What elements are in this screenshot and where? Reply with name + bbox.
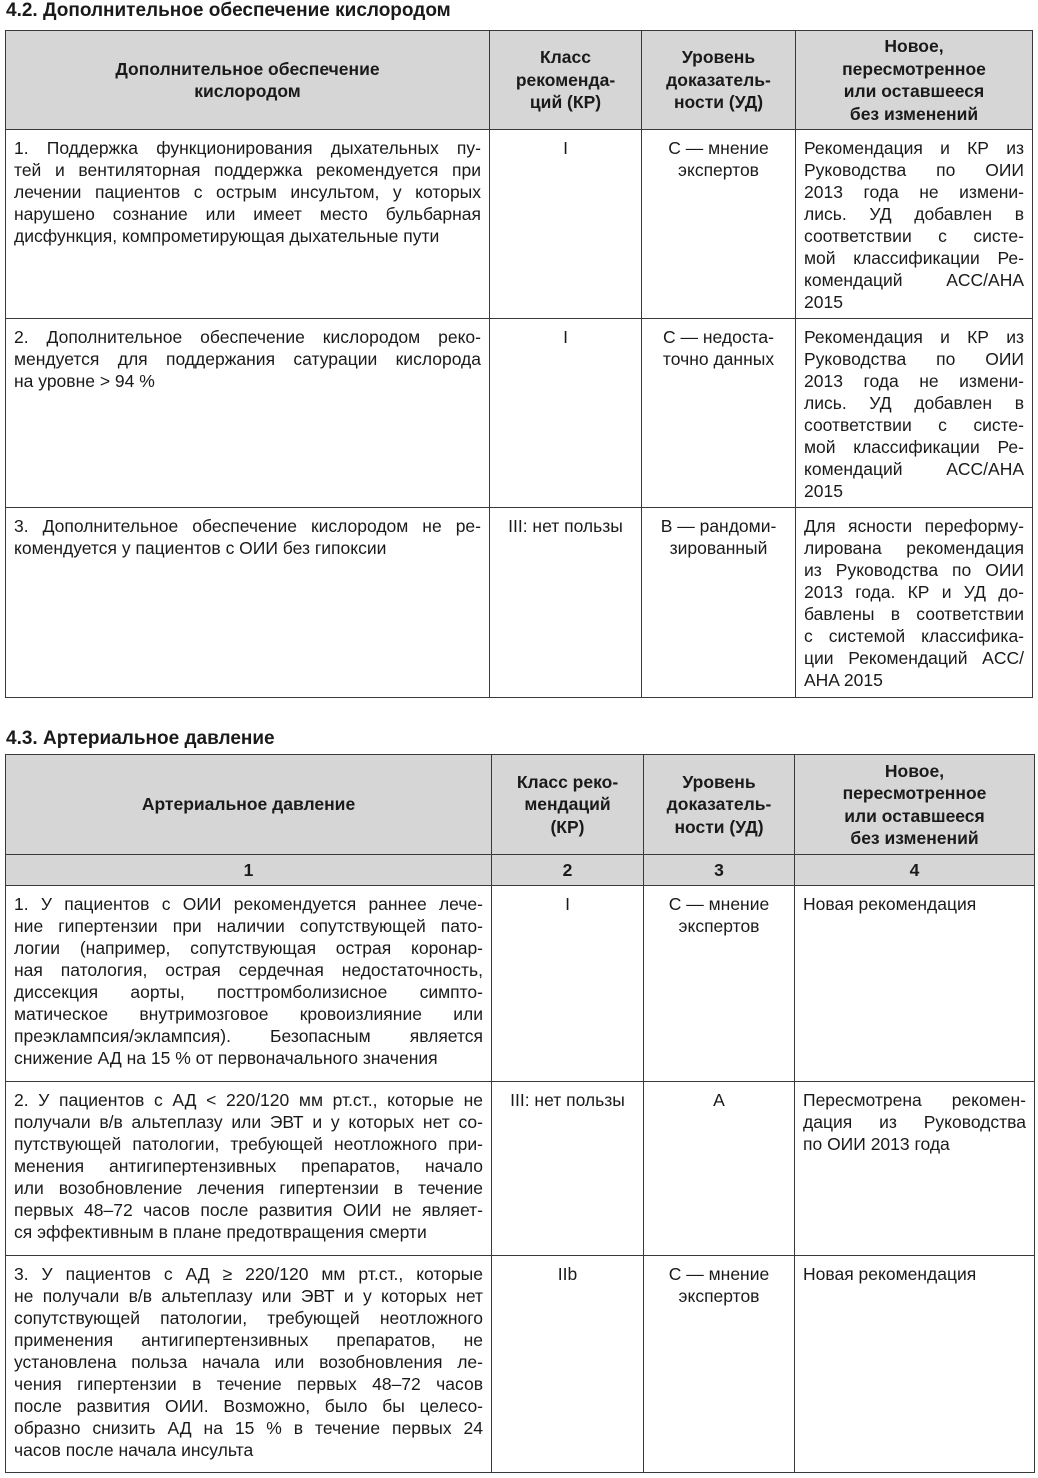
recommendation-text-line: преэклампсия/эклампсия). Безопасным является <box>14 1026 483 1046</box>
recommendation-status-line: AHA 2015 <box>804 670 883 690</box>
recommendation-text-line: тей и вентиляторная поддержка рекомендуется при <box>14 160 481 180</box>
recommendation-status-cell <box>796 508 1033 698</box>
recommendation-class-cell <box>492 886 644 1082</box>
header-line: доказатель- <box>666 69 771 90</box>
header-line: пересмотренное <box>842 783 987 803</box>
header-line: кислородом <box>194 81 301 101</box>
recommendation-status-line: соответствии с систе- <box>804 226 1024 246</box>
recommendation-class-cell <box>490 130 642 319</box>
recommendation-status-line: 2015 <box>804 292 843 312</box>
recommendation-text-line: лечении пациентов с острым инсультом, у которых <box>14 182 481 202</box>
recommendation-text-line: на уровне > 94 % <box>14 371 155 391</box>
recommendation-status-line: 2013 года не измени- <box>804 182 1024 202</box>
recommendation-status-line: Рекомендация и КР из <box>804 138 1024 158</box>
recommendation-text-line: 2. У пациентов с АД < 220/120 мм рт.ст., которые не <box>14 1090 483 1110</box>
header-line: или оставшееся <box>844 805 985 826</box>
header-line: без изменений <box>850 828 979 848</box>
table-row <box>6 319 1033 508</box>
recommendation-status-line: Для ясности переформу- <box>804 516 1024 536</box>
recommendation-text-cell <box>6 319 490 508</box>
recommendation-text-line: 2. Дополнительное обеспечение кислородом реко- <box>14 327 481 347</box>
table-header-row <box>6 755 1035 855</box>
header-cell-oxygen <box>6 31 490 130</box>
recommendation-status-line: мой классификации Ре- <box>804 248 1024 268</box>
recommendation-status-line: комендаций ACC/AHA <box>804 459 1024 479</box>
evidence-level-line: точно данных <box>662 349 775 369</box>
evidence-level-line: C — мнение <box>668 138 769 158</box>
recommendation-status-line: лись. УД добавлен в <box>804 204 1024 224</box>
recommendation-text-line: 1. У пациентов с ОИИ рекомендуется раннее лече- <box>14 894 483 914</box>
recommendation-text-line: менения антигипертензивных препаратов, начало <box>14 1156 483 1176</box>
recommendation-text-line: комендуется у пациентов с ОИИ без гипоксии <box>14 538 387 558</box>
recommendation-status-line: лирована рекомендация <box>804 538 1024 558</box>
recommendation-text-cell <box>6 1082 492 1256</box>
recommendation-text-line: применения антигипертензивных препаратов, не <box>14 1330 483 1350</box>
evidence-level-line: экспертов <box>678 160 759 180</box>
evidence-level-line: зированный <box>669 538 768 558</box>
evidence-level-line: A <box>713 1090 725 1110</box>
recommendation-text-cell <box>6 130 490 319</box>
recommendation-status-line: соответствии с систе- <box>804 415 1024 435</box>
table-row <box>6 1082 1035 1256</box>
recommendation-text-line: снижение АД на 15 % от первоначального значения <box>14 1048 438 1068</box>
column-number: 1 <box>6 855 492 886</box>
header-line: Уровень <box>681 47 756 68</box>
header-line: Дополнительное обеспечение <box>115 58 380 79</box>
oxygen-table <box>5 30 1033 698</box>
evidence-level-line: C — мнение <box>668 894 770 914</box>
header-line: ности (УД) <box>674 816 764 837</box>
header-line: мендаций <box>524 794 611 815</box>
evidence-level-line: экспертов <box>678 1286 760 1306</box>
recommendation-status-cell <box>796 319 1033 508</box>
evidence-level-cell <box>644 1256 795 1473</box>
recommendation-class-line: III: нет пользы <box>510 1090 625 1110</box>
evidence-level-cell <box>642 130 796 319</box>
table-header-row <box>6 31 1033 130</box>
recommendation-class-cell <box>490 319 642 508</box>
recommendation-text-line: ная патология, острая сердечная недостаточность, <box>14 960 483 980</box>
recommendation-status-line: комендаций ACC/AHA <box>804 270 1024 290</box>
recommendation-class-cell <box>490 508 642 698</box>
header-line: рекоменда- <box>515 69 616 90</box>
evidence-level-line: C — мнение <box>668 1264 770 1284</box>
recommendation-status-cell <box>795 886 1035 1082</box>
recommendation-text-line: не получали в/в альтеплазу или ЭВТ и у которых нет <box>14 1286 483 1306</box>
blood-pressure-table <box>5 754 1035 1473</box>
recommendation-status-line: 2013 года не измени- <box>804 371 1024 391</box>
recommendation-text-line: матическое внутримозговое кровоизлияние или <box>14 1004 483 1024</box>
recommendation-status-line: Рекомендация и КР из <box>804 327 1024 347</box>
recommendation-text-line: ние гипертензии при наличии сопутствующей пато- <box>14 916 483 936</box>
recommendation-text-line: 3. Дополнительное обеспечение кислородом не ре- <box>14 516 481 536</box>
recommendation-text-line: часов после начала инсульта <box>14 1440 254 1460</box>
recommendation-text-line: дисфункция, компрометирующая дыхательные пути <box>14 226 440 246</box>
header-line: или оставшееся <box>843 81 985 101</box>
header-cell-status <box>795 755 1035 855</box>
header-line: ности (УД) <box>673 92 764 113</box>
recommendation-class-line: IIb <box>557 1264 578 1284</box>
header-cell-level <box>642 31 796 130</box>
section-title-oxygen: 4.2. Дополнительное обеспечение кислородом <box>6 0 451 21</box>
recommendation-status-line: ции Рекомендаций ACC/ <box>804 648 1024 668</box>
recommendation-text-line: ся эффективным в плане предотвращения смерти <box>14 1222 427 1242</box>
recommendation-status-cell <box>796 130 1033 319</box>
table-row <box>6 508 1033 698</box>
recommendation-status-line: 2015 <box>804 481 843 501</box>
header-line: Класс реко- <box>516 771 619 792</box>
recommendation-class-line: I <box>563 327 568 347</box>
recommendation-status-line: Пересмотрена рекомен- <box>803 1090 1026 1110</box>
recommendation-text-line: получали в/в альтеплазу или ЭВТ и у которых нет со- <box>14 1112 483 1132</box>
header-line: Артериальное давление <box>141 794 356 815</box>
recommendation-text-line: 1. Поддержка функционирования дыхательных пу- <box>14 138 481 158</box>
recommendation-status-line: бавлены в соответствии <box>804 604 1024 624</box>
recommendation-status-line: Руководства по ОИИ <box>804 160 1024 180</box>
evidence-level-cell <box>644 1082 795 1256</box>
header-cell-class <box>490 31 642 130</box>
recommendation-text-line: после развития ОИИ. Возможно, было бы целесо- <box>14 1396 483 1416</box>
recommendation-text-line: или возобновление лечения гипертензии в течение <box>14 1178 483 1198</box>
header-line: доказатель- <box>666 794 772 815</box>
recommendation-text-line: первых 48–72 часов после развития ОИИ не являет- <box>14 1200 483 1220</box>
column-number-row <box>6 855 1035 886</box>
header-cell-blood-pressure <box>6 755 492 855</box>
evidence-level-line: B — рандоми- <box>660 516 777 536</box>
header-line: (КР) <box>550 816 585 837</box>
evidence-level-cell <box>642 319 796 508</box>
recommendation-status-line: Новая рекомендация <box>803 1264 977 1284</box>
recommendation-text-line: 3. У пациентов с АД ≥ 220/120 мм рт.ст., которые <box>14 1264 483 1284</box>
recommendation-status-line: с системой классифика- <box>804 626 1024 646</box>
header-line: Новое, <box>884 760 945 781</box>
table-row <box>6 130 1033 319</box>
recommendation-text-line: нарушено сознание или имеет место бульбарная <box>14 204 481 224</box>
header-line: Новое, <box>884 36 944 56</box>
recommendation-status-cell <box>795 1082 1035 1256</box>
header-cell-class <box>492 755 644 855</box>
header-cell-level <box>644 755 795 855</box>
evidence-level-line: экспертов <box>678 916 760 936</box>
header-line: ций (КР) <box>529 92 602 113</box>
section-title-blood-pressure: 4.3. Артериальное давление <box>6 728 275 749</box>
recommendation-status-line: мой классификации Ре- <box>804 437 1024 457</box>
table-row <box>6 1256 1035 1473</box>
recommendation-status-line: по ОИИ 2013 года <box>803 1134 950 1154</box>
recommendation-status-line: 2013 года. КР и УД до- <box>804 582 1024 602</box>
recommendation-class-line: I <box>563 138 568 158</box>
evidence-level-line: C — недоста- <box>663 327 774 347</box>
header-cell-status <box>796 31 1033 130</box>
column-number: 3 <box>644 855 795 886</box>
recommendation-text-cell <box>6 508 490 698</box>
recommendation-status-line: лись. УД добавлен в <box>804 393 1024 413</box>
recommendation-status-cell <box>795 1256 1035 1473</box>
recommendation-text-line: сопутствующей патологии, требующей неотложного <box>14 1308 483 1328</box>
recommendation-status-line: Руководства по ОИИ <box>804 349 1024 369</box>
recommendation-class-line: III: нет пользы <box>508 516 623 536</box>
column-number: 4 <box>795 855 1035 886</box>
recommendation-text-line: мендуется для поддержания сатурации кислорода <box>14 349 481 369</box>
recommendation-text-line: чения гипертензии в течение первых 48–72 часов <box>14 1374 483 1394</box>
recommendation-class-cell <box>492 1256 644 1473</box>
column-number: 2 <box>492 855 644 886</box>
table-row <box>6 886 1035 1082</box>
header-line: пересмотренное <box>842 58 986 79</box>
recommendation-text-cell <box>6 886 492 1082</box>
evidence-level-cell <box>644 886 795 1082</box>
recommendation-status-line: Новая рекомендация <box>803 894 977 914</box>
recommendation-status-line: дация из Руководства <box>803 1112 1026 1132</box>
header-line: Уровень <box>682 771 756 792</box>
header-line: Класс <box>540 47 591 68</box>
recommendation-text-line: путствующей патологии, требующей неотложного при- <box>14 1134 483 1154</box>
recommendation-text-line: логии (например, сопутствующая острая коронар- <box>14 938 483 958</box>
recommendation-class-cell <box>492 1082 644 1256</box>
recommendation-class-line: I <box>565 894 570 914</box>
recommendation-text-line: диссекция аорты, посттромболизисное симпто- <box>14 982 483 1002</box>
recommendation-text-line: установлена польза начала или возобновления ле- <box>14 1352 483 1372</box>
header-line: без изменений <box>849 103 979 124</box>
recommendation-text-cell <box>6 1256 492 1473</box>
recommendation-status-line: из Руководства по ОИИ <box>804 560 1024 580</box>
evidence-level-cell <box>642 508 796 698</box>
recommendation-text-line: образно снизить АД на 15 % в течение первых 24 <box>14 1418 483 1438</box>
